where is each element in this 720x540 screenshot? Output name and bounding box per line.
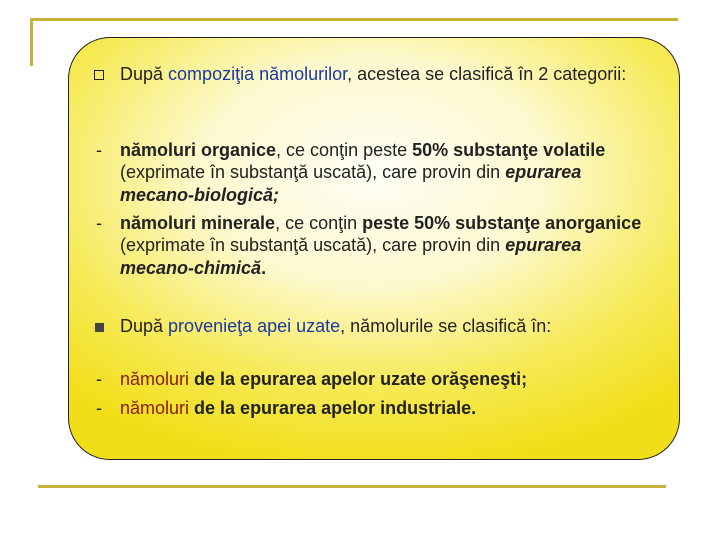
list-item-text: nămoluri organice, ce conţin peste 50% substanţe volatile (exprimate în substanţă uscată), care provin din epurarea mecano-biologică; [120,140,606,205]
dash-marker: - [96,140,102,160]
bullet-text: După provenieţa apei uzate, nămolurile se clasifică în: [120,316,552,336]
dash-marker: - [96,398,102,418]
frame-bottom-line [38,485,666,488]
list-item-industrial-sludge [92,397,652,419]
bullet-text: După compoziţia nămolurilor, acestea se clasifică în 2 categorii: [120,64,627,84]
list-item-text: nămoluri de la epurarea apelor industriale. [120,398,477,418]
list-item-urban-sludge [92,368,652,390]
list-item-text: nămoluri de la epurarea apelor uzate orăşeneşti; [120,369,528,389]
frame-left-line [30,18,33,66]
list-item-text: nămoluri minerale, ce conţin peste 50% substanţe anorganice (exprimate în substanţă uscată), care provin din epurarea mecano-chimică. [120,213,642,278]
dash-marker: - [96,213,102,233]
list-item-mineral-sludge [92,212,652,279]
dash-marker: - [96,369,102,389]
filled-square-bullet-icon [92,315,114,337]
frame-top-line [30,18,678,21]
bullet-item-provenance [92,315,652,337]
square-bullet-icon [92,63,114,85]
list-item-organic-sludge [92,139,652,206]
bullet-item-composition [92,63,652,85]
